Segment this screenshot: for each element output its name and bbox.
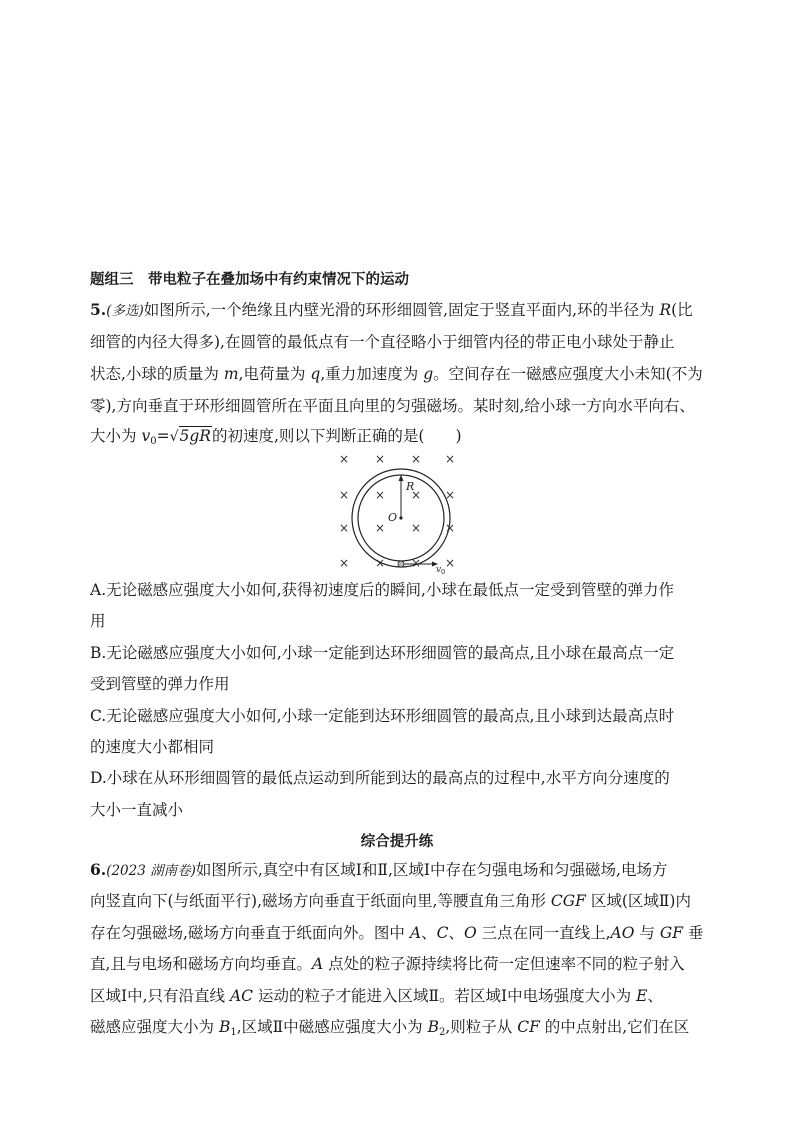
field-cross: × [410, 556, 422, 570]
q6-number: 6. [90, 860, 107, 879]
ring-figure [330, 448, 460, 574]
group-title: 题组三 带电粒子在叠加场中有约束情况下的运动 [90, 272, 409, 288]
label-v0: v [436, 565, 442, 574]
field-cross: × [444, 556, 456, 570]
q6-text: ,则粒子从 [445, 1018, 518, 1036]
field-cross: × [410, 488, 422, 502]
center-dot [399, 516, 402, 519]
q5-var: R [659, 301, 672, 319]
option-c-line-2: 的速度大小都相同 [90, 738, 215, 756]
field-cross: × [374, 521, 386, 535]
q5-line-3 [90, 364, 710, 384]
option-a-line-1: A.无论磁感应强度大小如何,获得初速度后的瞬间,小球在最低点一定受到管壁的弹力作 [90, 581, 674, 599]
q5-var: m [223, 365, 239, 383]
q6-text: 、 [647, 987, 663, 1005]
field-cross: × [338, 452, 350, 466]
q6-text: 区域(区域Ⅱ)内 [585, 892, 691, 910]
q6-text: 运动的粒子才能进入区域Ⅱ。若区域Ⅰ中电场强度大小为 [253, 987, 637, 1005]
q5-text: 零),方向垂直于环形细圆管所在平面且向里的匀强磁场。某时刻,给小球一方向水平向右、 [90, 397, 695, 415]
q6-subscript: 1 [230, 1027, 237, 1038]
field-cross: × [444, 488, 456, 502]
q6-text: 与 [634, 924, 660, 942]
label-R: R [406, 480, 415, 493]
field-cross: × [444, 521, 456, 535]
q5-var: g [423, 365, 434, 383]
q5-text: 细管的内径大得多),在圆管的最低点有一个直径略小于细管内径的带正电小球处于静止 [90, 333, 675, 351]
v0-symbol: v [141, 427, 151, 445]
q6-var: C [436, 924, 449, 942]
option-b-line-1: B.无论磁感应强度大小如何,小球一定能到达环形细圆管的最高点,且小球在最高点一定 [90, 644, 675, 662]
ball [398, 561, 404, 567]
field-cross: × [374, 488, 386, 502]
q6-text: 点处的粒子源持续将比荷一定但速率不同的粒子射入 [323, 955, 685, 973]
q6-line-5 [90, 986, 710, 1006]
q6-text: 磁感应强度大小为 [90, 1018, 219, 1036]
q6-text: ,区域Ⅱ中磁感应强度大小为 [236, 1018, 428, 1036]
q6-text: 存在匀强磁场,磁场方向垂直于纸面向外。图中 [90, 924, 410, 942]
field-cross: × [444, 452, 456, 466]
q6-subscript: 2 [438, 1027, 446, 1038]
field-cross: × [374, 452, 386, 466]
field-cross: × [410, 452, 422, 466]
q6-var: E [636, 987, 648, 1005]
q6-var: CGF [550, 892, 586, 910]
field-cross: × [338, 488, 350, 502]
field-cross: × [410, 521, 422, 535]
option-b-line-2: 受到管壁的弹力作用 [90, 675, 230, 693]
q5-text: 。空间存在一磁感应强度大小未知(不为 [433, 365, 703, 383]
q6-line-3 [90, 923, 710, 943]
q6-text: 区域Ⅰ中,只有沿直线 [90, 987, 230, 1005]
field-cross: × [338, 521, 350, 535]
q5-text: 的初速度,则以下判断正确的是( ) [211, 427, 462, 445]
v0-subscript: 0 [150, 436, 157, 447]
q6-var: A [311, 955, 324, 973]
q6-var: GF [659, 924, 683, 942]
q5-text: ,重力加速度为 [320, 365, 424, 383]
q5-line-1 [90, 300, 710, 321]
q6-line-6 [90, 1017, 710, 1043]
q6-text: 直,且与电场和磁场方向均垂直。 [90, 955, 312, 973]
q5-var: q [310, 365, 321, 383]
q6-var: B [218, 1018, 231, 1036]
q6-line-1 [90, 860, 710, 881]
q5-text: 状态,小球的质量为 [90, 365, 224, 383]
label-O: O [388, 511, 398, 524]
field-cross: × [374, 556, 386, 570]
q5-text: ,电荷量为 [238, 365, 311, 383]
q6-text: 、 [448, 924, 464, 942]
q6-tag: (2023 湖南卷) [106, 863, 196, 879]
q5-tag: (多选) [106, 303, 144, 319]
sqrt-content: 5gR [179, 427, 211, 445]
label-v0-sub: 0 [441, 568, 446, 574]
sqrt-sign: √ [169, 429, 179, 445]
q6-line-4 [90, 954, 710, 974]
q6-text: 的中点射出,它们在区 [539, 1018, 690, 1036]
section-title: 综合提升练 [360, 834, 434, 850]
q6-var: A [409, 924, 422, 942]
q6-text: 如图所示,真空中有区域Ⅰ和Ⅱ,区域Ⅰ中存在匀强电场和匀强磁场,电场方 [195, 861, 668, 879]
option-a-line-2: 用 [90, 612, 106, 630]
q5-text: 大小为 [90, 427, 142, 445]
q5-line-4 [90, 396, 710, 416]
q5-text: 如图所示,一个绝缘且内壁光滑的环形细圆管,固定于竖直平面内,环的半径为 [143, 301, 660, 319]
option-d-line-2: 大小一直减小 [90, 801, 184, 819]
q6-line-2 [90, 891, 710, 911]
q6-var: CF [517, 1018, 540, 1036]
option-c-line-1: C.无论磁感应强度大小如何,小球一定能到达环形细圆管的最高点,且小球到达最高点时 [90, 707, 675, 725]
q6-var: AC [229, 987, 254, 1005]
q5-line-2 [90, 332, 710, 352]
q5-text: (比 [671, 301, 693, 319]
q6-var: B [427, 1018, 439, 1036]
q6-var: O [463, 924, 477, 942]
q6-text: 向竖直向下(与纸面平行),磁场方向垂直于纸面向里,等腰直角三角形 [90, 892, 551, 910]
equals-sign: = [156, 427, 170, 445]
field-cross: × [338, 556, 350, 570]
radius-arrowhead [399, 475, 404, 481]
option-d-line-1: D.小球在从环形细圆管的最低点运动到所能到达的最高点的过程中,水平方向分速度的 [90, 769, 670, 787]
q6-text: 垂 [682, 924, 704, 942]
q5-number: 5. [90, 300, 107, 319]
q6-var: AO [610, 924, 635, 942]
ring-diagram [330, 448, 460, 574]
q6-text: 三点在同一直线上, [476, 924, 611, 942]
q6-text: 、 [421, 924, 437, 942]
